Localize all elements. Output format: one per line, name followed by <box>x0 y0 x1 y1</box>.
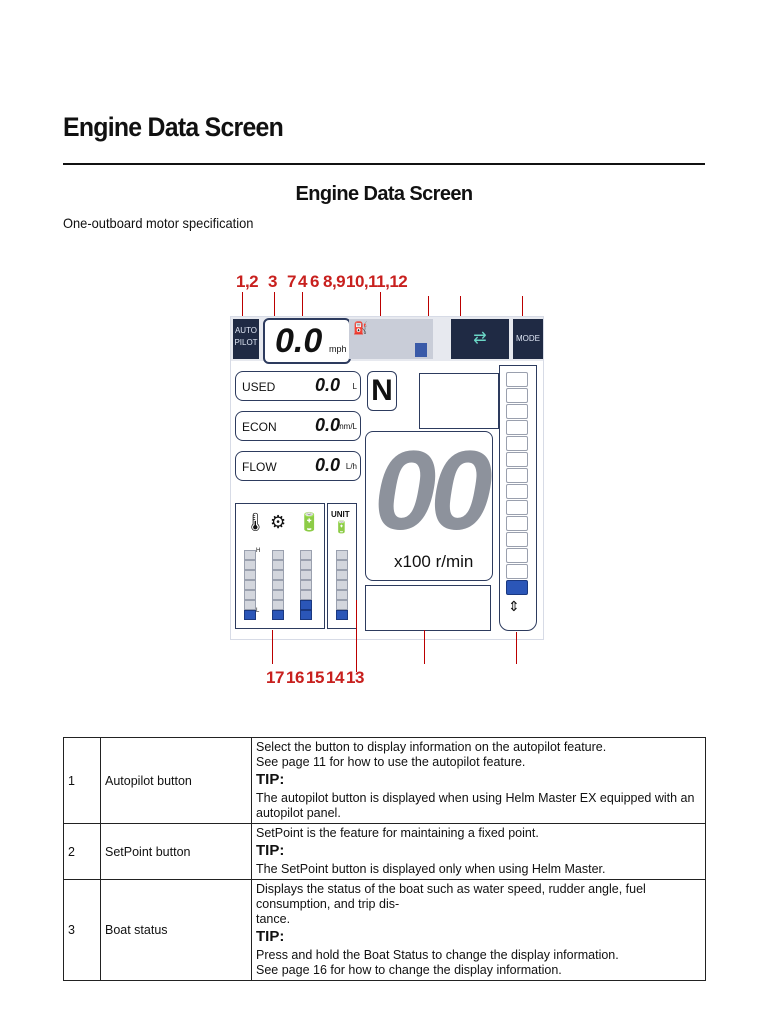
gauge-segment <box>336 580 348 590</box>
tip-line: The SetPoint button is displayed only when using Helm Master. <box>256 862 606 876</box>
tip-line: Press and hold the Boat Status to change the display information. <box>256 948 619 962</box>
gauge-segment <box>244 610 256 620</box>
gauge-segment <box>272 600 284 610</box>
econ-row <box>235 411 361 441</box>
gauge-segment <box>244 600 256 610</box>
trim-segment <box>506 388 528 403</box>
temperature-icon: 🌡 <box>244 512 267 532</box>
description-table-body <box>64 738 706 981</box>
callout-13: 13 <box>346 668 364 687</box>
autopilot-label-line1: AUTO <box>234 326 258 335</box>
econ-value: 0.0 <box>314 415 340 435</box>
description-line: See page 11 for how to use the autopilot feature. <box>256 755 526 769</box>
callout-1-2: 1,2 <box>236 272 259 291</box>
trim-segment <box>506 404 528 419</box>
gauge-segment <box>300 590 312 600</box>
trim-segment <box>506 548 528 563</box>
callout-6: 6 <box>310 272 319 291</box>
callout-17: 17 <box>266 668 284 687</box>
gauge-segment <box>244 560 256 570</box>
gauge-segment <box>300 580 312 590</box>
gauge-segment <box>300 600 312 610</box>
trim-segment <box>506 468 528 483</box>
trim-segment <box>506 580 528 595</box>
econ-label: ECON <box>242 420 277 434</box>
flow-unit: L/h <box>345 462 357 471</box>
table-row <box>64 880 706 981</box>
gauge-segment <box>272 590 284 600</box>
section-title: Engine Data Screen <box>295 183 473 205</box>
gauge-low-label: L <box>256 608 260 614</box>
callout-10-11-12: 10,11,12 <box>346 272 408 291</box>
row-item-name: Boat status <box>101 880 252 981</box>
callout-7: 7 <box>287 272 296 291</box>
row-description <box>252 738 706 824</box>
fuel-gauge <box>349 319 433 359</box>
page-title: Engine Data Screen <box>63 112 284 142</box>
blank-lower-box <box>365 585 491 631</box>
gauge-segment <box>336 610 348 620</box>
flow-label: FLOW <box>242 460 277 474</box>
table-row <box>64 824 706 880</box>
used-row <box>235 371 361 401</box>
rpm-unit: x100 r/min <box>394 552 474 571</box>
title-divider <box>63 163 705 165</box>
callout-8-9: 8,9 <box>323 272 346 291</box>
autopilot-button[interactable] <box>233 319 259 359</box>
tip-label: TIP: <box>256 928 285 945</box>
gauge-segment <box>272 580 284 590</box>
callout-16: 16 <box>286 668 304 687</box>
neutral-indicator: N <box>367 371 397 411</box>
row-description <box>252 824 706 880</box>
gauge-segment <box>336 590 348 600</box>
row-number: 2 <box>64 824 101 880</box>
description-table <box>63 737 706 981</box>
used-label: USED <box>242 380 276 394</box>
trim-segment <box>506 484 528 499</box>
econ-unit: nm/L <box>339 422 357 431</box>
unit-gauge <box>327 503 357 629</box>
speed-value: 0.0 <box>275 322 323 360</box>
description-line: Displays the status of the boat such as water speed, rudder angle, fuel consumption, and trip dis- <box>256 882 646 911</box>
oil-pressure-icon: ⚙ <box>270 512 287 532</box>
fuel-pump-icon: ⛽ <box>353 321 368 335</box>
gauge-segment <box>336 570 348 580</box>
leader-line <box>424 630 425 664</box>
table-row <box>64 738 706 824</box>
gauge-segment <box>336 550 348 560</box>
engine-gauges <box>235 503 325 629</box>
gauge-segment <box>244 550 256 560</box>
leader-line <box>460 296 461 316</box>
trim-segment <box>506 452 528 467</box>
gauge-segment <box>272 560 284 570</box>
used-unit: L <box>352 382 357 391</box>
gauge-segment <box>336 560 348 570</box>
unit-battery-icon: 🔋 <box>334 520 349 534</box>
gauge-segment <box>300 570 312 580</box>
gauge-segment <box>300 610 312 620</box>
gauge-segment <box>244 580 256 590</box>
trim-segment <box>506 500 528 515</box>
gauge-high-label: H <box>256 548 261 554</box>
trim-segment <box>506 516 528 531</box>
callout-14: 14 <box>326 668 344 687</box>
description-line: tance. <box>256 912 291 926</box>
trim-icon: ⇕ <box>508 598 520 614</box>
gauge-segment <box>244 590 256 600</box>
mode-button[interactable] <box>513 319 543 359</box>
leader-line <box>272 630 273 664</box>
gauge-segment <box>336 600 348 610</box>
gauge-segment <box>300 560 312 570</box>
tip-line: See page 16 for how to change the display information. <box>256 963 562 977</box>
tip-line: The autopilot button is displayed when using Helm Master EX equipped with an autopilot panel. <box>256 791 695 820</box>
row-number: 3 <box>64 880 101 981</box>
boat-status-speed[interactable] <box>263 318 351 364</box>
callout-4: 4 <box>298 272 307 291</box>
gauge-segment <box>272 570 284 580</box>
leader-line <box>302 292 303 316</box>
used-value: 0.0 <box>314 375 340 395</box>
rpm-value: 00 <box>374 428 487 553</box>
description-line: Select the button to display information on the autopilot feature. <box>256 740 607 754</box>
flow-row <box>235 451 361 481</box>
spec-text: One-outboard motor specification <box>63 215 254 231</box>
row-item-name: Autopilot button <box>101 738 252 824</box>
trim-segment <box>506 420 528 435</box>
callout-3: 3 <box>268 272 277 291</box>
navigation-icon: ⇄ <box>473 330 487 347</box>
navigation-button[interactable] <box>451 319 509 359</box>
fuel-level-bar <box>415 343 427 357</box>
blank-info-box <box>419 373 499 429</box>
unit-label: UNIT <box>331 510 350 519</box>
tip-label: TIP: <box>256 771 285 788</box>
gauge-segment <box>244 570 256 580</box>
description-line: SetPoint is the feature for maintaining a fixed point. <box>256 826 539 840</box>
trim-segment <box>506 436 528 451</box>
row-number: 1 <box>64 738 101 824</box>
row-item-name: SetPoint button <box>101 824 252 880</box>
trim-gauge <box>499 365 537 631</box>
leader-line <box>522 296 523 316</box>
rpm-display <box>365 428 493 581</box>
top-bar <box>231 317 543 361</box>
display-panel <box>230 316 544 640</box>
gauge-segment <box>272 610 284 620</box>
mode-label: MODE <box>516 334 540 343</box>
autopilot-label-line2: PILOT <box>234 338 258 347</box>
engine-screen-diagram <box>228 270 706 720</box>
speed-unit: mph <box>329 344 347 354</box>
flow-value: 0.0 <box>314 455 340 475</box>
gauge-segment <box>300 550 312 560</box>
trim-segment <box>506 564 528 579</box>
tip-label: TIP: <box>256 842 285 859</box>
trim-segment <box>506 372 528 387</box>
trim-segment <box>506 532 528 547</box>
leader-line <box>356 600 357 672</box>
gauge-segment <box>272 550 284 560</box>
row-description <box>252 880 706 981</box>
battery-icon: 🔋 <box>298 512 321 532</box>
leader-line <box>516 632 517 664</box>
callout-15: 15 <box>306 668 324 687</box>
